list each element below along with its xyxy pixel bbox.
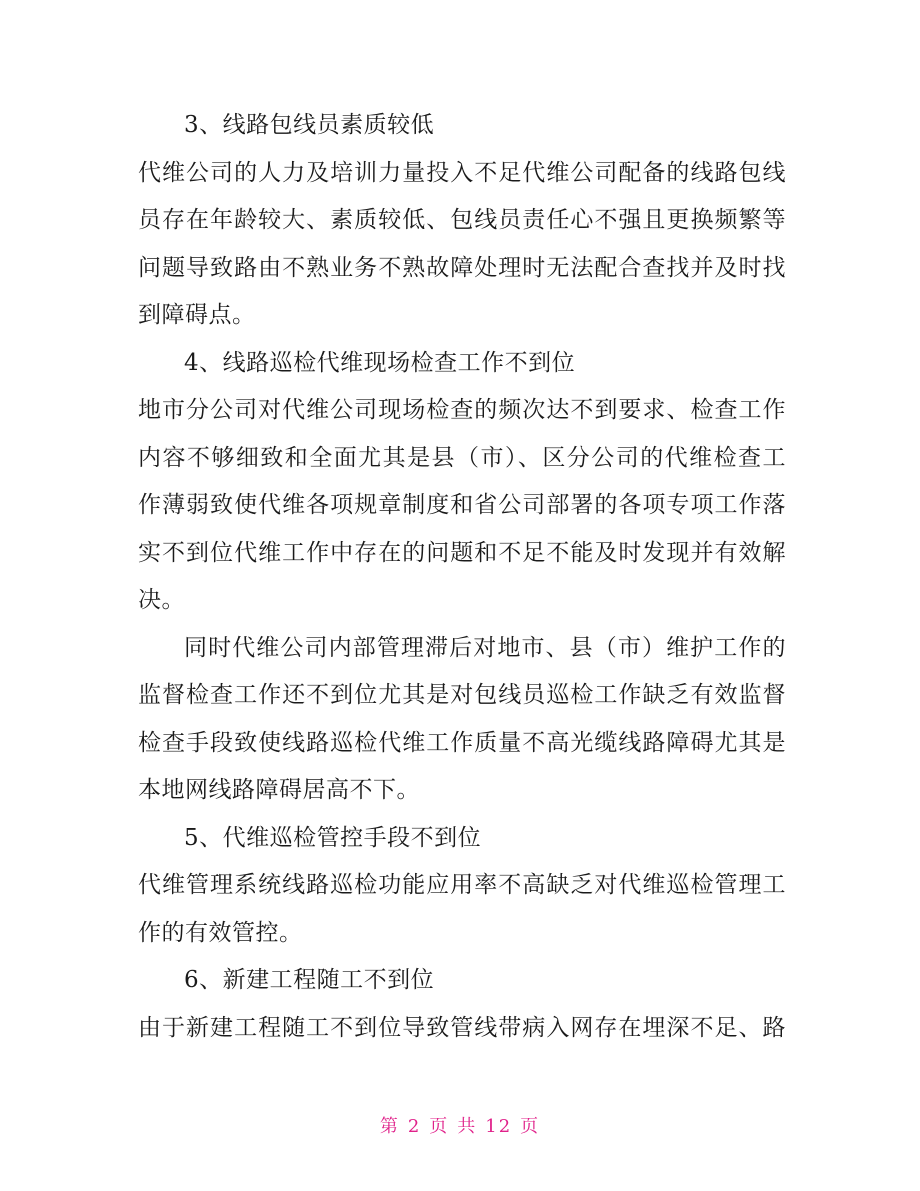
body-text-line: 内容不够细致和全面尤其是县（市）、区分公司的代维检查工 — [138, 444, 786, 471]
footer-page-label: 页 — [429, 1116, 450, 1137]
document-body — [138, 102, 786, 1052]
body-text-line: 地市分公司对代维公司现场检查的频次达不到要求、检查工作 — [138, 397, 786, 423]
section-heading: 5、代维巡检管控手段不到位 — [184, 824, 482, 851]
footer-prefix: 第 — [379, 1116, 400, 1137]
body-text-line: 本地网线路障碍居高不下。 — [138, 777, 420, 803]
body-text-line: 检查手段致使线路巡检代维工作质量不高光缆线路障碍尤其是 — [138, 729, 786, 756]
body-text-line: 代维管理系统线路巡检功能应用率不高缺乏对代维巡检管理工 — [138, 872, 786, 898]
body-text-line: 问题导致路由不熟业务不熟故障处理时无法配合查找并及时找 — [138, 254, 786, 281]
footer-suffix: 页 — [520, 1116, 541, 1137]
body-text-line: 决。 — [138, 587, 185, 613]
body-text-line: 员存在年龄较大、素质较低、包线员责任心不强且更换频繁等 — [138, 207, 786, 233]
page-footer — [0, 1112, 920, 1138]
section-heading: 3、线路包线员素质较低 — [184, 112, 435, 138]
body-text-line: 作的有效管控。 — [138, 919, 303, 946]
body-text-line: 作薄弱致使代维各项规章制度和省公司部署的各项专项工作落 — [138, 492, 786, 518]
body-text-line: 由于新建工程随工不到位导致管线带病入网存在埋深不足、路 — [138, 1014, 786, 1041]
section-heading: 6、新建工程随工不到位 — [184, 967, 435, 993]
footer-page-number: 2 — [407, 1116, 422, 1137]
body-text-line: 到障碍点。 — [138, 302, 256, 328]
body-text-line: 监督检查工作还不到位尤其是对包线员巡检工作缺乏有效监督 — [138, 682, 786, 708]
body-text-line: 实不到位代维工作中存在的问题和不足不能及时发现并有效解 — [138, 539, 786, 566]
footer-total-pages: 12 — [485, 1116, 513, 1137]
section-heading: 4、线路巡检代维现场检查工作不到位 — [184, 349, 576, 376]
body-text-line: 同时代维公司内部管理滞后对地市、县（市）维护工作的 — [184, 634, 786, 661]
footer-total-label: 共 — [457, 1116, 478, 1137]
body-text-line: 代维公司的人力及培训力量投入不足代维公司配备的线路包线 — [138, 159, 786, 186]
